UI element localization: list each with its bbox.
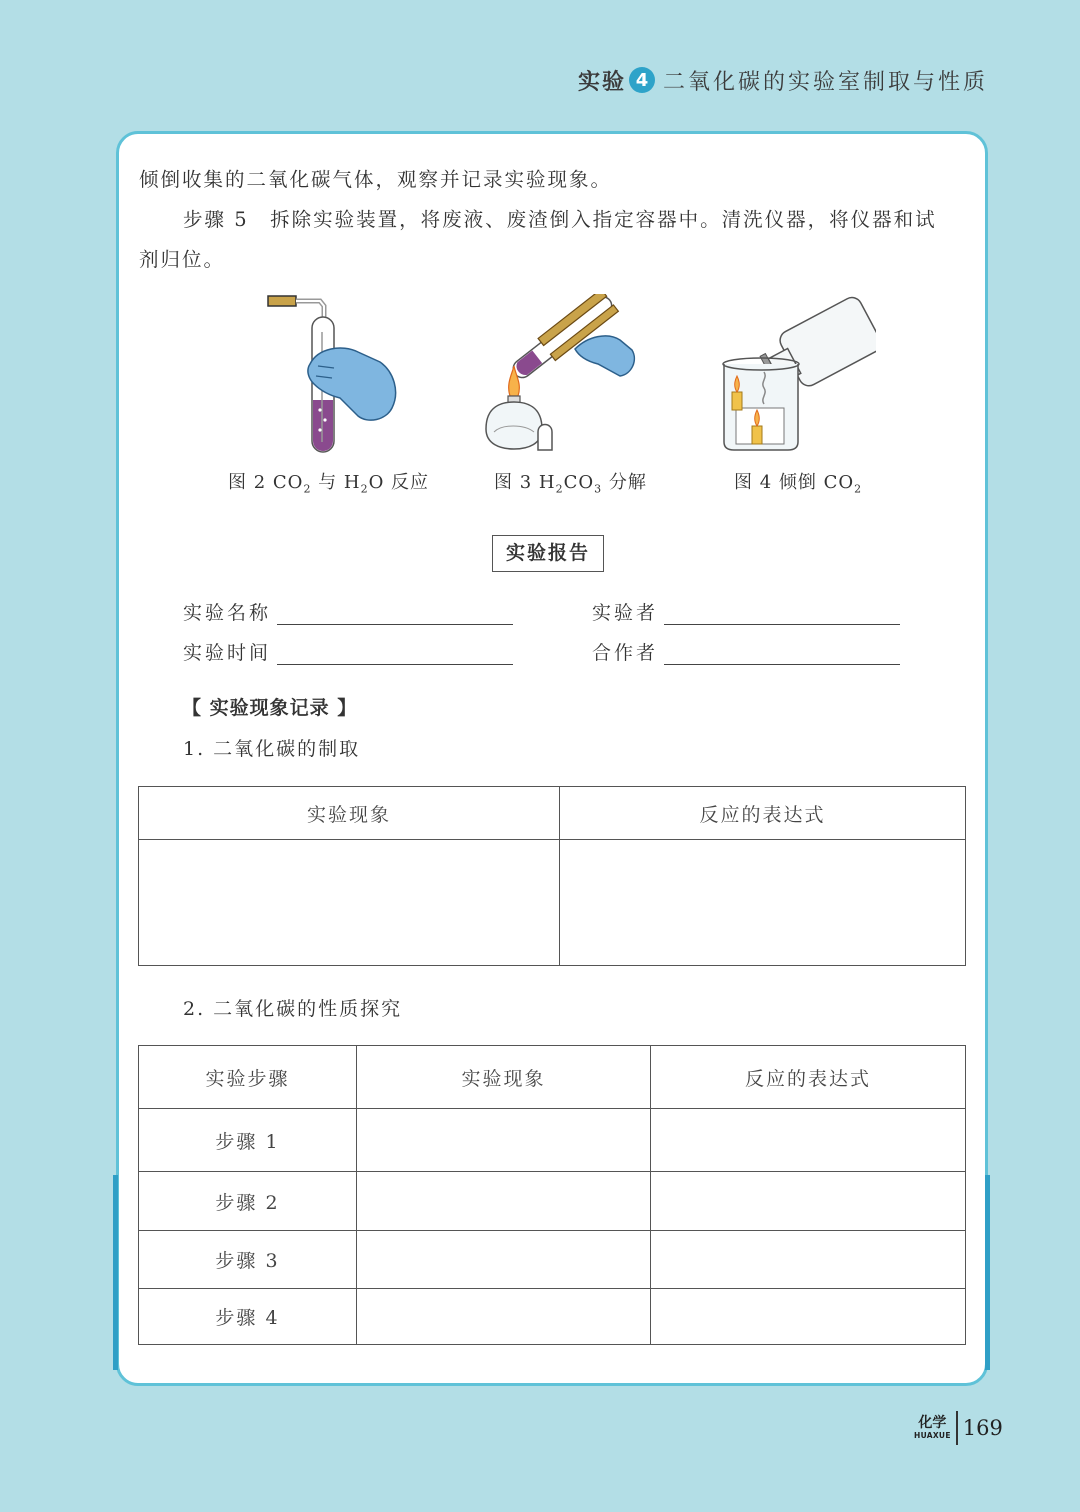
blank-line[interactable] bbox=[277, 644, 513, 665]
table-header-row bbox=[139, 1046, 966, 1109]
lamp-cap bbox=[538, 425, 552, 451]
chapter-header bbox=[578, 62, 988, 98]
table-header-cell: 反应的表达式 bbox=[651, 1046, 966, 1109]
candle-high bbox=[732, 392, 742, 410]
header-title: 二氧化碳的实验室制取与性质 bbox=[662, 69, 988, 95]
table-co2-properties bbox=[138, 1045, 966, 1345]
figure-4-caption: 图 4 倾倒 $CO_2$ bbox=[734, 472, 863, 496]
figure-4-illustration bbox=[716, 294, 876, 459]
table-header-cell: 实验现象 bbox=[357, 1046, 651, 1109]
left-accent-bar bbox=[113, 1175, 118, 1370]
page-number: 169 bbox=[962, 1416, 1003, 1440]
glove-hand bbox=[575, 336, 634, 376]
table-header-cell: 实验步骤 bbox=[139, 1046, 357, 1109]
section-2-title: 2. 二氧化碳的性质探究 bbox=[183, 998, 403, 1020]
table-row bbox=[139, 840, 966, 966]
right-accent-bar bbox=[985, 1175, 990, 1370]
record-heading: 【 实验现象记录 】 bbox=[182, 697, 358, 719]
table-row bbox=[139, 1231, 966, 1289]
subject-mark bbox=[914, 1416, 951, 1440]
table-row bbox=[139, 1109, 966, 1172]
section-1-title: 1. 二氧化碳的制取 bbox=[183, 738, 361, 760]
blank-line[interactable] bbox=[277, 604, 513, 625]
table-cell-blank[interactable] bbox=[357, 1289, 651, 1345]
table-row bbox=[139, 1289, 966, 1345]
step-label-cell: 步骤 3 bbox=[139, 1231, 357, 1289]
field-label: 实验时间 bbox=[183, 642, 272, 664]
table-cell-blank[interactable] bbox=[560, 840, 966, 966]
blank-line[interactable] bbox=[664, 644, 900, 665]
figure-3-illustration bbox=[480, 294, 650, 459]
field-experiment-time bbox=[183, 638, 513, 665]
table-cell-blank[interactable] bbox=[357, 1172, 651, 1231]
field-label: 实验名称 bbox=[183, 602, 272, 624]
table-co2-preparation bbox=[138, 786, 966, 966]
candle-low bbox=[752, 426, 762, 444]
report-title: 实验报告 bbox=[492, 535, 604, 572]
table-row bbox=[139, 1172, 966, 1231]
alcohol-lamp bbox=[486, 402, 542, 449]
rubber-stopper bbox=[268, 296, 296, 306]
field-partner bbox=[592, 638, 900, 665]
step-label-cell: 步骤 1 bbox=[139, 1109, 357, 1172]
body-line-2: 步骤 5 拆除实验装置，将废液、废渣倒入指定容器中。清洗仪器，将仪器和试 bbox=[183, 208, 937, 231]
table-cell-blank[interactable] bbox=[139, 840, 560, 966]
subject-pinyin: HUAXUE bbox=[914, 1431, 951, 1441]
blank-line[interactable] bbox=[664, 604, 900, 625]
field-experimenter bbox=[592, 598, 900, 625]
header-label: 实验 bbox=[577, 69, 626, 95]
table-header-cell: 实验现象 bbox=[139, 787, 560, 840]
step-label-cell: 步骤 2 bbox=[139, 1172, 357, 1231]
table-header-row bbox=[139, 787, 966, 840]
figure-2-illustration bbox=[262, 292, 407, 460]
table-cell-blank[interactable] bbox=[651, 1172, 966, 1231]
table-cell-blank[interactable] bbox=[357, 1231, 651, 1289]
subject-name: 化学 bbox=[918, 1415, 947, 1432]
table-cell-blank[interactable] bbox=[651, 1109, 966, 1172]
page-footer bbox=[914, 1410, 1003, 1446]
table-header-cell: 反应的表达式 bbox=[560, 787, 966, 840]
body-line-1: 倾倒收集的二氧化碳气体，观察并记录实验现象。 bbox=[139, 168, 613, 191]
field-label: 合作者 bbox=[592, 642, 659, 664]
purple-liquid bbox=[313, 400, 333, 451]
table-cell-blank[interactable] bbox=[651, 1231, 966, 1289]
header-number-badge: 4 bbox=[629, 67, 655, 93]
figure-3-caption: 图 3 $H_2CO_3$ 分解 bbox=[494, 472, 647, 496]
table-cell-blank[interactable] bbox=[357, 1109, 651, 1172]
step-label-cell: 步骤 4 bbox=[139, 1289, 357, 1345]
figure-2-caption: 图 2 $CO_2$ 与 $H_2O$ 反应 bbox=[228, 472, 430, 496]
table-cell-blank[interactable] bbox=[651, 1289, 966, 1345]
body-line-3: 剂归位。 bbox=[139, 248, 226, 271]
field-experiment-name bbox=[183, 598, 513, 625]
field-label: 实验者 bbox=[592, 602, 659, 624]
footer-divider bbox=[956, 1411, 958, 1445]
